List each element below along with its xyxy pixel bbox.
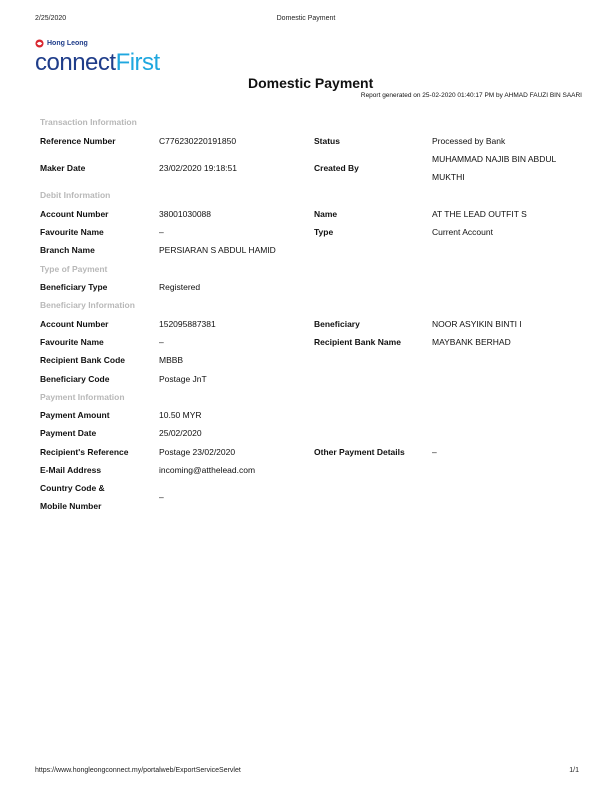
report-generated-note: Report generated on 25-02-2020 01:40:17 PM by AHMAD FAUZI BIN SAARI (360, 92, 582, 99)
maker-date-label: Maker Date (40, 163, 86, 173)
section-transaction-information: Transaction Information (40, 117, 137, 127)
account-number-value: 38001030088 (159, 209, 212, 219)
section-type-of-payment: Type of Payment (40, 264, 108, 274)
status-label: Status (314, 136, 340, 146)
favourite-name-label: Favourite Name (40, 227, 104, 237)
beneficiary-favourite-name-label: Favourite Name (40, 337, 104, 347)
beneficiary-type-label: Beneficiary Type (40, 282, 108, 292)
payment-amount-value: 10.50 MYR (159, 410, 202, 420)
section-payment-information: Payment Information (40, 392, 125, 402)
email-address-value: incoming@atthelead.com (159, 465, 256, 475)
recipient-bank-name-label: Recipient Bank Name (314, 337, 401, 347)
beneficiary-type-value: Registered (159, 282, 201, 292)
maker-date-value: 23/02/2020 19:18:51 (159, 163, 237, 173)
document-title: Domestic Payment (248, 75, 374, 91)
account-number-label: Account Number (40, 209, 109, 219)
branch-name-label: Branch Name (40, 245, 95, 255)
favourite-name-value: – (159, 227, 164, 237)
beneficiary-code-label: Beneficiary Code (40, 374, 110, 384)
country-code-label-line1: Country Code & (40, 483, 105, 493)
connectfirst-logo (35, 39, 195, 79)
country-code-mobile-value: – (159, 492, 164, 502)
print-header-title: Domestic Payment (276, 15, 336, 22)
name-value: AT THE LEAD OUTFIT S (432, 209, 527, 219)
branch-name-value: PERSIARAN S ABDUL HAMID (159, 245, 276, 255)
beneficiary-value: NOOR ASYIKIN BINTI I (432, 319, 522, 329)
recipients-reference-value: Postage 23/02/2020 (159, 447, 236, 457)
brand-part-connect: connect (35, 49, 116, 76)
recipients-reference-label: Recipient's Reference (40, 447, 129, 457)
bank-name: Hong Leong (47, 40, 88, 47)
other-payment-details-label: Other Payment Details (314, 447, 405, 457)
footer-url: https://www.hongleongconnect.my/portalweb/ExportServiceServlet (35, 767, 241, 774)
payment-amount-label: Payment Amount (40, 410, 110, 420)
payment-date-value: 25/02/2020 (159, 428, 202, 438)
brand-part-first: First (115, 49, 160, 76)
email-address-label: E-Mail Address (40, 465, 102, 475)
hong-leong-logo-icon (35, 39, 44, 48)
payment-date-label: Payment Date (40, 428, 97, 438)
recipient-bank-code-label: Recipient Bank Code (40, 355, 126, 365)
beneficiary-favourite-name-value: – (159, 337, 164, 347)
status-value: Processed by Bank (432, 136, 506, 146)
name-label: Name (314, 209, 338, 219)
created-by-value-line1: MUHAMMAD NAJIB BIN ABDUL (432, 154, 557, 164)
type-label: Type (314, 227, 334, 237)
reference-number-label: Reference Number (40, 136, 116, 146)
brand-name (35, 49, 160, 77)
print-date: 2/25/2020 (35, 15, 67, 22)
type-value: Current Account (432, 227, 493, 237)
beneficiary-code-value: Postage JnT (159, 374, 207, 384)
recipient-bank-code-value: MBBB (159, 355, 184, 365)
country-code-label-line2: Mobile Number (40, 501, 102, 511)
created-by-value-line2: MUKTHI (432, 172, 465, 182)
beneficiary-account-number-label: Account Number (40, 319, 109, 329)
other-payment-details-value: – (432, 447, 437, 457)
recipient-bank-name-value: MAYBANK BERHAD (432, 337, 511, 347)
section-beneficiary-information: Beneficiary Information (40, 300, 135, 310)
created-by-label: Created By (314, 163, 359, 173)
page-number: 1/1 (569, 767, 579, 774)
beneficiary-account-number-value: 152095887381 (159, 319, 216, 329)
reference-number-value: C776230220191850 (159, 136, 237, 146)
section-debit-information: Debit Information (40, 190, 111, 200)
beneficiary-label: Beneficiary (314, 319, 360, 329)
